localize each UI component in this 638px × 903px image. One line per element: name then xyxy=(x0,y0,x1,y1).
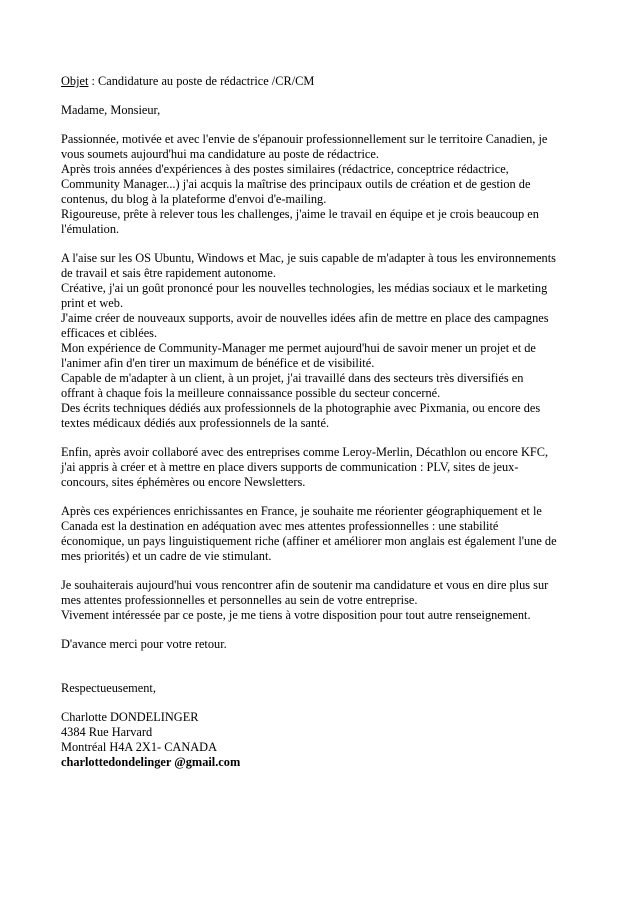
paragraph xyxy=(61,132,581,237)
paragraph-line: efficaces et ciblées. xyxy=(61,326,158,340)
spacer xyxy=(61,623,581,637)
paragraph-line: print et web. xyxy=(61,296,124,310)
salutation: Madame, Monsieur, xyxy=(61,103,161,117)
subject-line xyxy=(61,74,581,89)
paragraph-line: concours, sites éphémères ou encore Newsletters. xyxy=(61,475,306,489)
signature-name: Charlotte DONDELINGER xyxy=(61,710,199,724)
paragraph-line: Après trois années d'expériences à des postes similaires (rédactrice, conceptrice rédactrice, xyxy=(61,162,509,176)
paragraph-line: offrant à chaque fois la meilleure connaissance possible du secteur concerné. xyxy=(61,386,441,400)
paragraph-line: Après ces expériences enrichissantes en France, je souhaite me réorienter géographiquement et le xyxy=(61,504,542,518)
spacer xyxy=(61,696,581,710)
paragraph-line: Enfin, après avoir collaboré avec des entreprises comme Leroy-Merlin, Décathlon ou encore KFC, xyxy=(61,445,549,459)
paragraph-line: l'animer afin d'en tirer un maximum de bénéfice et de visibilité. xyxy=(61,356,375,370)
paragraph-line: textes médicaux dédiés aux professionnels de la santé. xyxy=(61,416,330,430)
paragraph-line: l'émulation. xyxy=(61,222,120,236)
paragraph xyxy=(61,637,581,652)
paragraph-line: mes attentes professionnelles et personnelles au sein de votre entreprise. xyxy=(61,593,418,607)
closing: Respectueusement, xyxy=(61,681,156,695)
paragraph-line: Je souhaiterais aujourd'hui vous rencontrer afin de soutenir ma candidature et vous en dire plus sur xyxy=(61,578,549,592)
spacer xyxy=(61,237,581,251)
paragraph-line: Capable de m'adapter à un client, à un projet, j'ai travaillé dans des secteurs très diversifiés en xyxy=(61,371,524,385)
paragraph-line: contenus, du blog à la plateforme d'envoi d'e-mailing. xyxy=(61,192,327,206)
paragraph xyxy=(61,445,581,490)
spacer xyxy=(61,490,581,504)
paragraph-line: Vivement intéressée par ce poste, je me tiens à votre disposition pour tout autre renseignement. xyxy=(61,608,531,622)
spacer xyxy=(61,431,581,445)
paragraph-line: Canada est la destination en adéquation avec mes attentes professionnelles : une stabilité xyxy=(61,519,499,533)
paragraph-line: D'avance merci pour votre retour. xyxy=(61,637,227,651)
paragraph-line: vous soumets aujourd'hui ma candidature au poste de rédactrice. xyxy=(61,147,379,161)
signature-email: charlottedondelinger @gmail.com xyxy=(61,755,241,769)
spacer xyxy=(61,652,581,681)
subject-text: : Candidature au poste de rédactrice /CR/CM xyxy=(88,74,315,88)
paragraph-line: mes priorités) et un cadre de vie stimulant. xyxy=(61,549,272,563)
paragraph xyxy=(61,251,581,431)
paragraph-line: Passionnée, motivée et avec l'envie de s'épanouir professionnellement sur le territoire Canadien, je xyxy=(61,132,548,146)
paragraph xyxy=(61,504,581,564)
spacer xyxy=(61,118,581,132)
paragraph-line: économique, un pays linguistiquement riche (affiner et améliorer mon anglais est également l'une de xyxy=(61,534,557,548)
letter-body xyxy=(61,132,581,652)
paragraph-line: J'aime créer de nouveaux supports, avoir de nouvelles idées afin de mettre en place des campagnes xyxy=(61,311,549,325)
paragraph-line: Mon expérience de Community-Manager me permet aujourd'hui de savoir mener un projet et de xyxy=(61,341,536,355)
paragraph-line: de travail et sais être rapidement autonome. xyxy=(61,266,276,280)
signature-street: 4384 Rue Harvard xyxy=(61,725,153,739)
spacer xyxy=(61,89,581,103)
paragraph-line: Rigoureuse, prête à relever tous les challenges, j'aime le travail en équipe et je crois beaucoup en xyxy=(61,207,539,221)
paragraph-line: Community Manager...) j'ai acquis la maîtrise des principaux outils de création et de gestion de xyxy=(61,177,531,191)
spacer xyxy=(61,564,581,578)
paragraph-line: j'ai appris à créer et à mettre en place divers supports de communication : PLV, sites de jeux- xyxy=(61,460,519,474)
paragraph-line: Des écrits techniques dédiés aux professionnels de la photographie avec Pixmania, ou encore des xyxy=(61,401,541,415)
paragraph xyxy=(61,578,581,623)
cover-letter xyxy=(61,74,581,770)
subject-label: Objet xyxy=(61,74,89,88)
signature-city: Montréal H4A 2X1- CANADA xyxy=(61,740,217,754)
paragraph-line: Créative, j'ai un goût prononcé pour les nouvelles technologies, les médias sociaux et le marketing xyxy=(61,281,548,295)
paragraph-line: A l'aise sur les OS Ubuntu, Windows et Mac, je suis capable de m'adapter à tous les environnements xyxy=(61,251,556,265)
